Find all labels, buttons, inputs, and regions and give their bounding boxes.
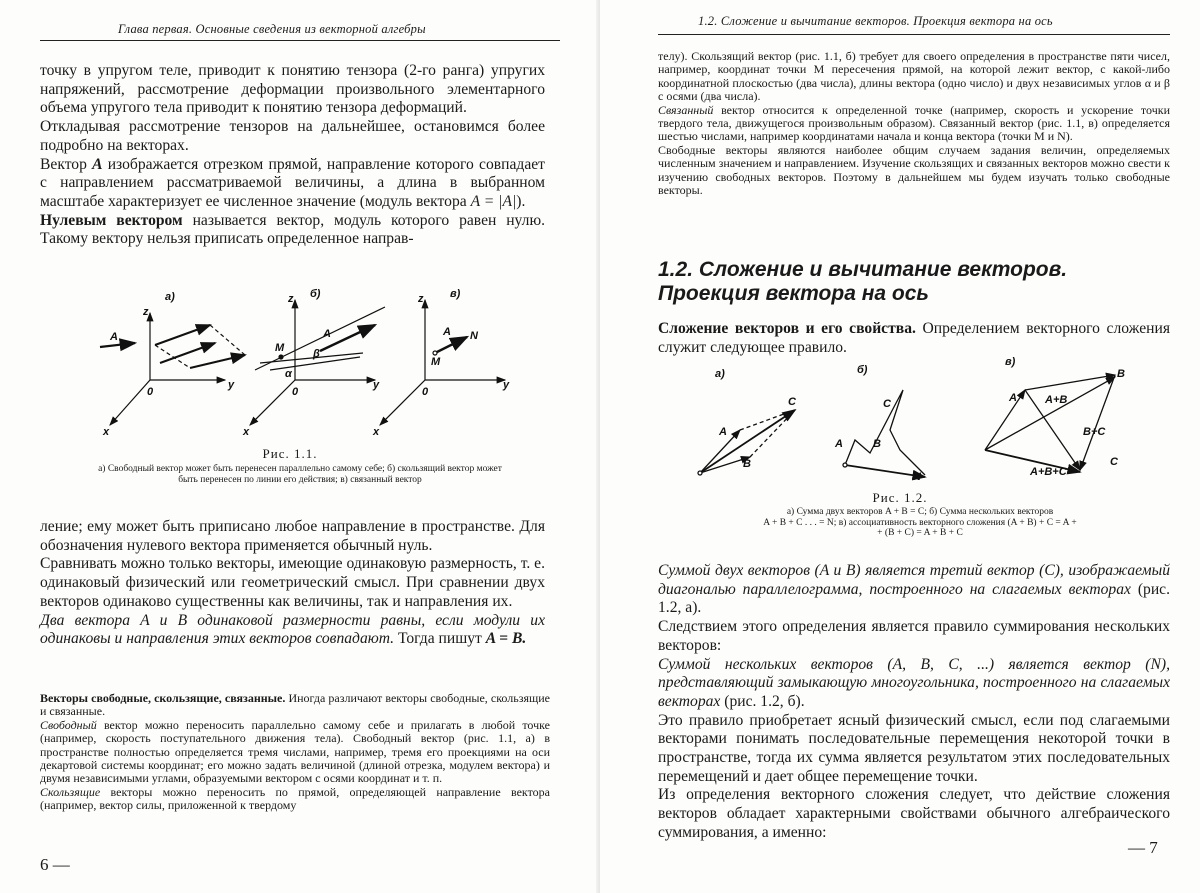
axis-y-label: y: [228, 379, 235, 391]
paragraph: Это правило приобретает ясный физический смысл, если под слагаемыми векторами понимать последовательные перемещения некоторой точки в пространстве, тогда их сумма является результатом этих последовательных перемещений и дает общее перемещение точки.: [658, 711, 1170, 785]
header-rule: [658, 34, 1170, 35]
origin-label: 0: [292, 386, 299, 398]
paragraph: Откладывая рассмотрение тензоров на дальнейшее, остановимся более подробно на векторах.: [40, 118, 545, 154]
paragraph: ление; ему может быть приписано любое направление в пространстве. Для обозначения нулевого вектора применяется обычный нуль.: [40, 518, 545, 554]
axis-x-label: x: [243, 426, 250, 438]
paragraph: Векторы свободные, скользящие, связанные. Иногда различают векторы свободные, скользящие и связанные.: [40, 691, 550, 719]
vector-label-c: A: [443, 326, 451, 338]
origin-label: 0: [422, 386, 429, 398]
panel-label-c: в): [1005, 356, 1016, 368]
right-page: [600, 0, 1200, 893]
figure-1-1: [95, 285, 555, 445]
small-text-block: [40, 692, 550, 813]
vector-b-label: B: [1117, 368, 1125, 380]
text-block-middle: [40, 518, 545, 649]
vector-b-label: B: [743, 458, 751, 470]
text-block-bottom: [658, 562, 1170, 843]
vector-a-label: A: [719, 426, 727, 438]
paragraph: телу). Скользящий вектор (рис. 1.1, б) требует для своего определения в пространстве пяти чисел, например, координат точки M пересечения прямой, на которой лежит вектор, с какой-либо координатной плоскостью (два числа), длины вектора (одно число) и двух независимых углов α и β с осями (два числа).: [658, 49, 1170, 104]
paragraph: Связанный вектор относится к определенной точке (например, скорость и ускорение точки твердого тела, движущегося произвольным образом). Связанный вектор (рис. 1.1, в) определяется шестью числами, например координатами начала и конца вектора (точки M и N).: [658, 102, 1170, 144]
paragraph: Суммой двух векторов (A и B) является третий вектор (C), изображаемый диагональю параллелограмма, построенного на слагаемых векторах (рис. 1.2, а).: [658, 562, 1170, 617]
subheading: Векторы свободные, скользящие, связанные.: [40, 691, 286, 705]
paragraph: Суммой нескольких векторов (A, B, C, ...) является вектор (N), представляющий замыкающую многоугольника, построенного на слагаемых векторах (рис. 1.2, б).: [658, 655, 1170, 710]
vector-c-label: C: [883, 398, 891, 410]
figure-1-2: [685, 355, 1165, 490]
origin-label: 0: [147, 386, 154, 398]
axis-z-label: z: [143, 306, 149, 318]
header-rule: [40, 40, 560, 41]
point-m-label: M: [431, 356, 441, 368]
paragraph: Нулевым вектором называется вектор, модуль которого равен нулю. Такому вектору нельзя приписать определенное направ-: [40, 211, 545, 248]
vector-label-b: A: [323, 328, 331, 340]
angle-beta-label: β: [313, 348, 320, 360]
panel-label-c: в): [450, 288, 461, 300]
panel-label-b: б): [857, 364, 868, 376]
sum-bc-label: B+C: [1083, 426, 1106, 438]
vector-n-label: N: [913, 471, 921, 483]
panel-label-a: а): [715, 368, 725, 380]
figure-1-1-title: Рис. 1.1.: [262, 446, 318, 461]
text-block-top: [40, 62, 545, 249]
vector-a-label: A: [1009, 392, 1017, 404]
figure-1-1-caption: а) Свободный вектор может быть перенесен параллельно самому себе; б) скользящий вектор может быть перенесен по линии его действия; в) связанный вектор: [98, 464, 502, 485]
paragraph: Два вектора A и B одинаковой размерности равны, если модули их одинаковы и направления этих векторов совпадают. Тогда пишут A = B.: [40, 611, 545, 648]
vector-b-label: B: [873, 438, 881, 450]
paragraph: точку в упругом теле, приводит к понятию тензора (2-го ранга) упругих напряжений, рассмотрение деформации произвольного элементарного объема упругого тела приводит к понятию тензора деформаций.: [40, 62, 545, 117]
axis-x-label: x: [103, 426, 110, 438]
axis-y-label: y: [373, 379, 380, 391]
paragraph: Вектор A изображается отрезком прямой, направление которого совпадает с направлением рассматриваемой величины, а длина в выбранном масштабе характеризует ее численное значение (модуль вектора A = |A|).: [40, 155, 545, 210]
sum-abc-label: A+B+C: [1030, 466, 1067, 478]
running-head: Глава первая. Основные сведения из векторной алгебры: [118, 22, 426, 36]
paragraph: Свободный вектор можно переносить параллельно самому себе и прилагать в любой точке (например, скорость поступательного движения тела). Свободный вектор (рис. 1.1, а) в пространстве полностью определяется тремя числами, например, тремя его проекциями на оси декартовой системы координат; его можно задать величиной (длиной отрезка, модулем вектора) и двумя независимыми углами, образуемыми вектором с осями координат и т. п.: [40, 717, 550, 786]
panel-label-a: а): [165, 291, 175, 303]
vector-label-a: A: [110, 331, 118, 343]
paragraph: Из определения векторного сложения следует, что действие сложения векторов обладает характерными свойствами обычного алгебраического суммирования, а именно:: [658, 786, 1170, 841]
sum-ab-label: A+B: [1045, 394, 1068, 406]
angle-alpha-label: α: [285, 368, 292, 380]
paragraph: Следствием этого определения является правило суммирования нескольких векторов:: [658, 618, 1170, 654]
page-number: 6 —: [40, 855, 70, 874]
paragraph: Свободные векторы являются наиболее общим случаем задания величин, определяемых численным значением и направлением. Изучение скользящих и связанных векторов можно свести к изучению свободных векторов. Поэтому в дальнейшем мы будем изучать только свободные векторы.: [658, 142, 1171, 198]
vector-c-label: C: [1110, 456, 1118, 468]
point-n-label: N: [470, 330, 478, 342]
axis-y-label: y: [503, 379, 510, 391]
running-head: 1.2. Сложение и вычитание векторов. Проекция вектора на ось: [698, 14, 1053, 28]
page-number: — 7: [1128, 838, 1158, 857]
axis-z-label: z: [288, 293, 294, 305]
paragraph: Сложение векторов и его свойства. Определением векторного сложения служит следующее правило.: [658, 320, 1170, 356]
subheading: Сложение векторов и его свойства.: [658, 320, 916, 337]
section-title: 1.2. Сложение и вычитание векторов. Проекция вектора на ось: [658, 258, 1068, 305]
small-text-block: [658, 50, 1170, 197]
vector-a-label: A: [835, 438, 843, 450]
figure-1-2-title: Рис. 1.2.: [872, 490, 928, 505]
vector-c-label: C: [788, 396, 796, 408]
axis-z-label: z: [418, 293, 424, 305]
axis-x-label: x: [373, 426, 380, 438]
point-m-label: M: [275, 342, 285, 354]
figure-1-2-caption: а) Сумма двух векторов A + B = C; б) Сумма нескольких векторов A + B + C . . . = N; в) ассоциативность векторного сложения (A + B) + C = A + + (B + C) = A + B + C: [763, 507, 1077, 538]
paragraph: Сравнивать можно только векторы, имеющие одинаковую размерность, т. е. одинаковый физический или геометрический смысл. При сравнении двух векторов одинаково существенны как величины, так и направления их.: [40, 555, 545, 610]
paragraph: Скользящие векторы можно переносить по прямой, определяющей направление вектора (например, вектор силы, приложенной к твердому: [40, 784, 550, 813]
term-zero-vector: Нулевым вектором: [40, 211, 183, 229]
text-block-intro: [658, 320, 1170, 357]
panel-label-b: б): [310, 288, 321, 300]
